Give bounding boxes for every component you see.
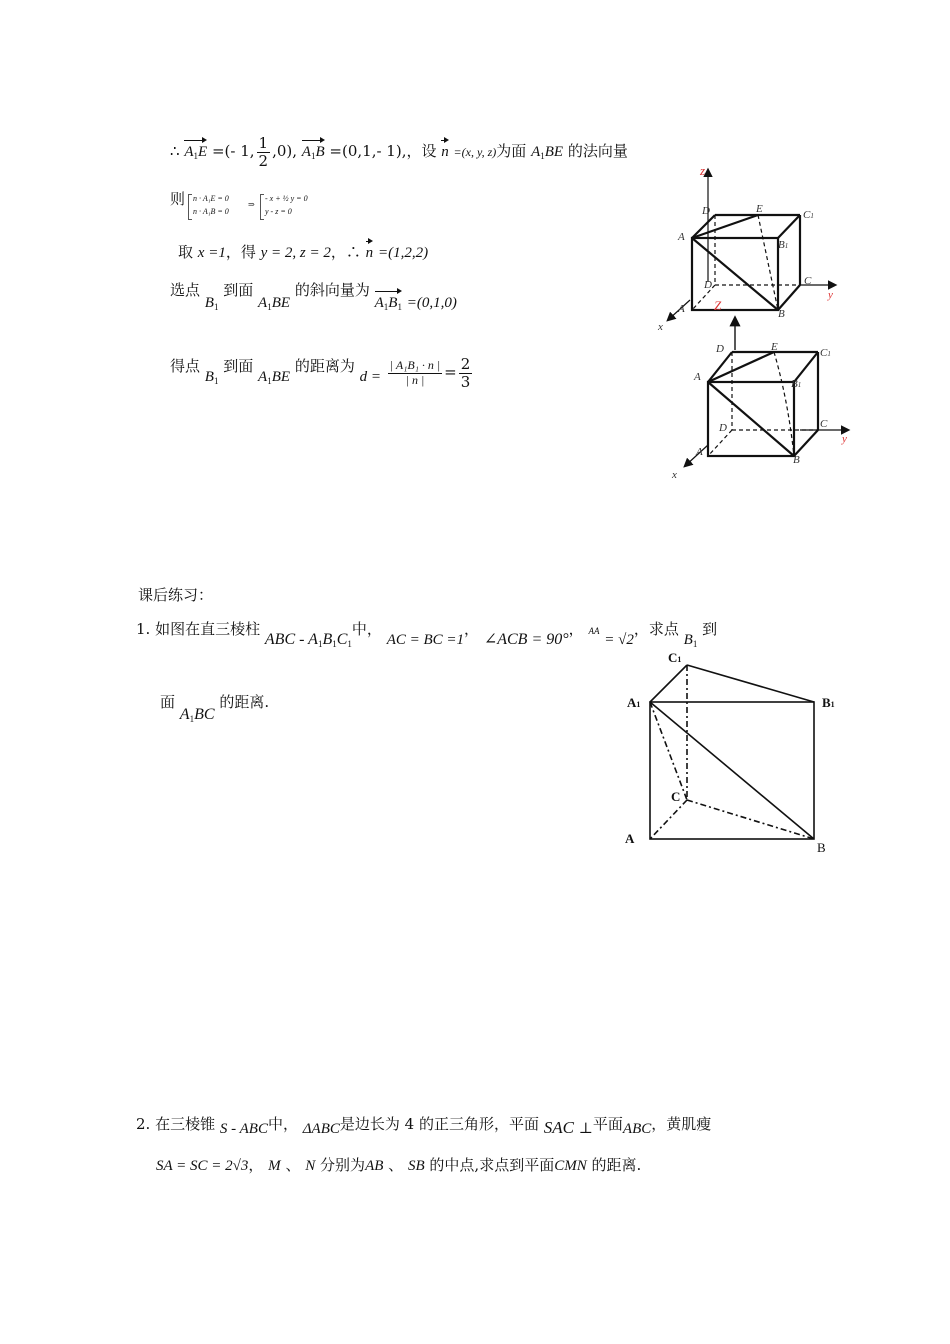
system-right-row-1: - x + ½ y = 0 [265,194,308,203]
point-n: N [305,1158,316,1174]
pyramid-name: S - ABC [219,1121,268,1137]
text-normal-vector: 的法向量 [567,142,628,160]
question-2-text-g: 的中点,求点到平面 [429,1156,555,1174]
label-d1-lower: D [716,343,724,355]
text-then: 则 [170,190,186,208]
prism-label-c: C [671,789,681,804]
distance-equals: = [444,363,457,381]
prism-label-b1: B1 [822,695,835,710]
prism-label-a: A [625,831,635,846]
label-b-lower: B [793,454,800,466]
solution-line-4 [170,281,457,312]
label-b1-lower: B1 [791,378,802,390]
triangle-abc: ΔABC [302,1121,340,1137]
plane-a1be-2: $A_1BE$ [258,295,291,312]
question-1-text-d: 到 [702,620,718,638]
vector-a1e: $A_1E$ [184,144,208,161]
plane-abc: ABC [622,1121,652,1137]
solution-line-5 [170,350,474,391]
solution-line-2 [170,190,185,208]
cube-figures [650,160,870,490]
text-get-point: 得点 [170,357,201,375]
question-1-text-a: 如图在直三棱柱 [155,620,261,638]
label-a1: A [678,231,685,243]
label-c-lower: C [820,418,828,430]
question-1-number: 1. [136,620,151,638]
axis-y-label: y [828,289,833,301]
equation-system [188,192,328,222]
text-plane: 为面 [496,142,527,160]
system-right-row-2: y - z = 0 [265,207,292,216]
prism-label-a1: A1 [627,695,641,710]
prism-label-c1: C1 [668,650,682,665]
text-get: ，得 [225,243,256,261]
question-2-text-h: 的距离. [591,1156,642,1174]
point-b1: $B_1$ [204,295,219,312]
label-c: C [804,275,812,287]
question-1-text-c: ，求点 [633,620,679,638]
system-left-row-2: n · A₁B = 0 [193,207,229,216]
therefore-symbol: ∴ [170,142,180,160]
vector-a1b: $A_1B$ [301,144,325,161]
solution-line-1 [170,135,628,169]
question-2-text-b: 中， [267,1115,298,1133]
question-1-text-e: 面 [160,693,176,711]
implies-arrow: ⇒ [248,200,255,209]
take-n: n [365,245,374,261]
prism-figure [615,645,845,860]
question-1-text-f: 的距离. [219,693,270,711]
point-m: M [268,1158,281,1174]
distance-d: d = [359,369,381,385]
plane-a1be: $A_1BE$ [531,144,564,161]
question-2-text-e: ，黄肌瘦 [651,1115,712,1133]
angle-acb: ∠ACB = 90° [483,631,569,648]
plane-a1bc: $A_1BC$ [179,706,215,724]
solution-line-3 [178,243,428,262]
question-1-text-b: 中， [351,620,382,638]
question-1-line-2 [160,693,270,724]
question-2-comma: ， [248,1156,264,1174]
vector-a1b1-value: =(0,1,0) [406,295,457,311]
question-2-sep-1: 、 [285,1156,301,1174]
aa1-label: AA [588,626,600,636]
question-2-sep-2: 、 [388,1156,404,1174]
sa-equals-sc: SA = SC = 2√3 [156,1158,249,1174]
question-1-line-1 [136,620,718,649]
distance-fraction: $\frac{\text{| A₁B₁ · n |}}{| n |}$ [389,358,441,387]
upper-cube [668,170,835,320]
text-distance-is: 的距离为 [294,357,355,375]
label-a-lower: A [696,446,703,458]
prism-label-b: B [817,840,826,855]
question-2-number: 2. [136,1115,151,1133]
aa1-value: = √2 [604,632,634,648]
plane-a1be-3: $A_1BE$ [258,369,291,386]
ac-equals-bc: AC = BC =1 [386,632,465,648]
normal-vector-components: =(x, y, z) [453,145,497,159]
label-c1: C1 [803,209,814,221]
text-take: 取 [178,243,194,261]
distance-result: $\frac{2}{3}$ [460,355,471,391]
take-yz: y = 2, z = 2 [260,245,331,261]
text-oblique-vector: 的斜向量为 [294,281,370,299]
plane-cmn: CMN [554,1158,587,1174]
point-b1-q1: $B_1$ [683,632,698,649]
lower-cube [685,352,848,466]
perpendicular-symbol: ⊥ [578,1119,593,1137]
label-b: B [778,308,785,320]
question-2-text-f: 分别为 [320,1156,366,1174]
exercise-heading: 课后练习： [138,586,214,604]
label-b1: B1 [778,239,789,251]
question-1-comma-2: ， [568,620,584,638]
label-e: E [756,203,763,215]
text-to-plane: 到面 [223,281,254,299]
fraction-half: $\frac{1}{2}$ [258,134,269,170]
text-choose: 选点 [170,281,201,299]
label-d: D [704,279,712,291]
question-2-text-c: 是边长为 4 的正三角形，平面 [339,1115,539,1133]
point-b1-2: $B_1$ [204,369,219,386]
axis-y-label-lower: y [842,433,847,445]
take-x: x =1 [197,245,226,261]
axis-x-label-lower: x [672,469,677,481]
system-left-row-1: n · A₁E = 0 [193,194,229,203]
segment-ab: AB [365,1158,384,1174]
prism-name: ABC - $A_1B_1C_1$ [264,631,352,649]
label-z-red: Z [714,298,722,313]
label-a: A [678,303,685,315]
label-e-lower: E [771,341,778,353]
text-therefore: ，∴ [330,243,361,261]
question-1-comma-1: ， [464,620,480,638]
vector-a1b-value: =(0,1,- 1),，设 [329,142,437,160]
question-2-line-2 [156,1156,641,1175]
label-d-lower: D [719,422,727,434]
label-a1-lower: A [694,371,701,383]
question-2-text-d: 平面 [592,1115,623,1133]
segment-sb: SB [407,1158,425,1174]
vector-a1b1: $A_1B_1$ [374,295,402,312]
vector-a1e-value-start: =(- 1, [211,142,255,160]
take-n-value: =(1,2,2) [377,245,429,261]
text-to-plane-2: 到面 [223,357,254,375]
normal-vector-n: n [441,144,449,160]
label-d1: D [702,205,710,217]
vector-a1e-value-end: ,0), [272,142,298,160]
question-2-text-a: 在三棱锥 [155,1115,216,1133]
axis-z-label: z [700,163,706,178]
axis-x-label: x [658,321,663,333]
label-c1-lower: C1 [820,347,831,359]
question-2-line-1 [136,1114,712,1137]
plane-sac: SAC [543,1118,574,1137]
